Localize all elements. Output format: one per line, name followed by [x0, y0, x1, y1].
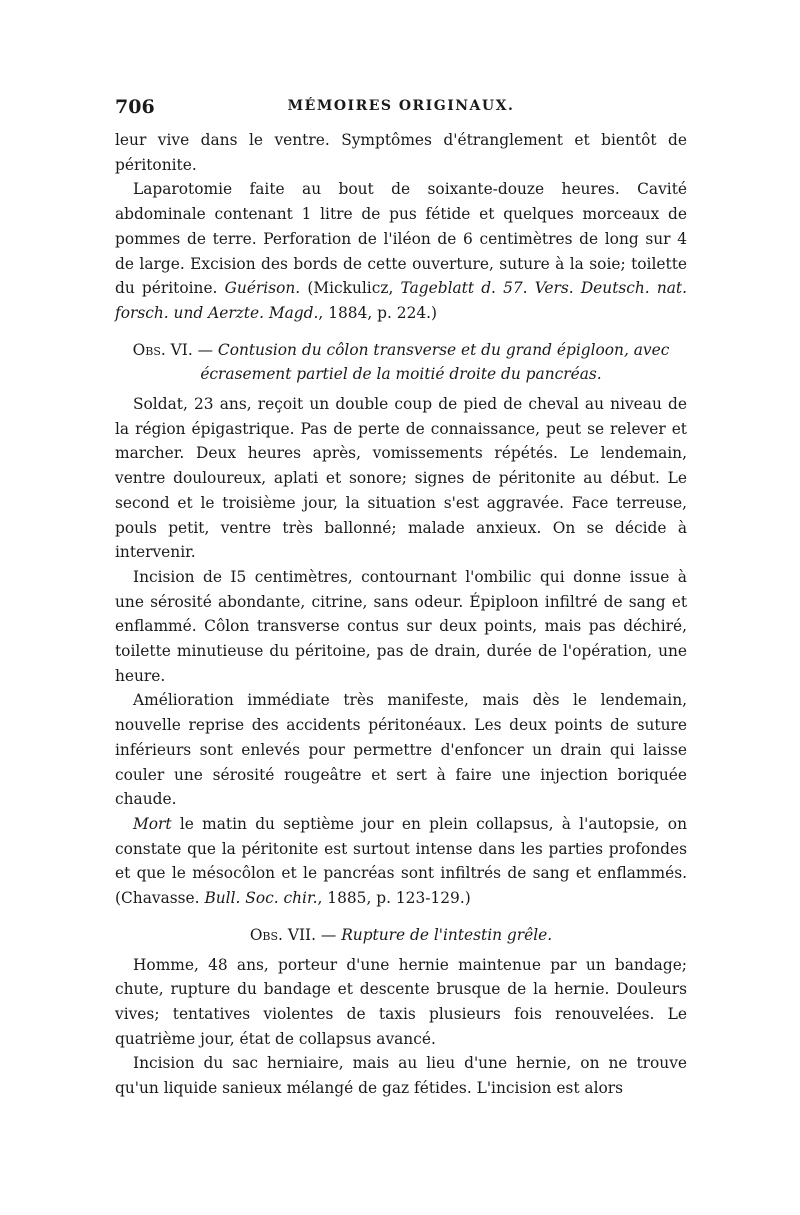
reference-close: , 1884, p. 224.): [318, 303, 438, 322]
paragraph-text: Laparotomie faite au bout de soixante-douze heures. Cavité abdominale contenant 1 litre de pus fétide et quelques morceaux de pommes de terre. Perforation de l'iléon de 6 centimètres de long sur 4 de large. Excision des bords de cette ouverture, suture à la soie; toilette du péritoine.: [115, 180, 687, 298]
reference-close: , 1885, p. 123-129.): [317, 889, 471, 908]
result-text: Guérison.: [224, 279, 301, 298]
running-title: MÉMOIRES ORIGINAUX.: [287, 98, 515, 114]
journal-title: Tageblatt d. 57. Vers. Deutsch. nat. forsch. und Aerzte. Magd.: [115, 279, 688, 322]
paragraph-mort: [115, 812, 687, 911]
paragraph-incision: Incision de I5 centimètres, contournant l'ombilic qui donne issue à une sérosité abondante, citrine, sans odeur. Épiploon infiltré de sang et enflammé. Côlon transverse contus sur deux points, mais pas déchiré, toilette minutieuse du péritoine, pas de drain, durée de l'opération, une heure.: [115, 567, 687, 685]
page-number: 706: [115, 96, 155, 118]
observation-title: Rupture de l'intestin grêle.: [341, 925, 553, 944]
paragraph-continuation: leur vive dans le ventre. Symptômes d'étranglement et bientôt de péritonite.: [115, 131, 687, 174]
paragraph-incision-sac: Incision du sac herniaire, mais au lieu d'une hernie, on ne trouve qu'un liquide sanieux mélangé de gaz fétides. L'incision est alors: [115, 1054, 687, 1098]
observation-heading-7: [115, 923, 687, 948]
observation-label: Obs. VII.: [249, 925, 316, 944]
paragraph-soldat: Soldat, 23 ans, reçoit un double coup de pied de cheval au niveau de la région épigastrique. Pas de perte de connaissance, peut se relever et marcher. Deux heures après, vomissements répétés. Le lendemain, ventre douloureux, aplati et sonore; signes de péritonite au début. Le second et le troisième jour, la situation s'est aggravée. Face terreuse, pouls petit, ventre très ballonné; malade anxieux. On se décide à intervenir.: [115, 395, 687, 562]
paragraph-lead: Mort: [133, 814, 172, 833]
observation-label: Obs. VI.: [132, 340, 193, 359]
paragraph-laparotomie: [115, 177, 687, 325]
paragraph-homme: Homme, 48 ans, porteur d'une hernie maintenue par un bandage; chute, rupture du bandage et descente brusque de la hernie. Douleurs vives; tentatives violentes de taxis plusieurs fois renouvelées. Le quatrième jour, état de collapsus avancé.: [115, 955, 687, 1048]
page-body: [115, 128, 687, 1101]
observation-dash: —: [192, 340, 218, 359]
page-header: [115, 96, 687, 120]
paragraph-text: le matin du septième jour en plein collapsus, à l'autopsie, on constate que la péritonite est surtout intense dans les parties profondes et que le mésocôlon et le pancréas sont infiltrés de sang et enflammés. (Chavasse.: [115, 814, 687, 908]
paragraph-amelioration: Amélioration immédiate très manifeste, mais dès le lendemain, nouvelle reprise des accidents péritonéaux. Les deux points de suture inférieurs sont enlevés pour permettre d'enfoncer un drain qui laisse couler une sérosité rougeâtre et sert à faire une injection boriquée chaude.: [115, 691, 687, 809]
observation-title: Contusion du côlon transverse et du grand épigloon, avec écrasement partiel de la moitié droite du pancréas.: [200, 340, 670, 384]
journal-title: Bull. Soc. chir.: [204, 889, 318, 908]
observation-dash: —: [316, 925, 342, 944]
observation-heading-6: [115, 338, 687, 387]
reference-open: (Mickulicz,: [300, 279, 401, 298]
